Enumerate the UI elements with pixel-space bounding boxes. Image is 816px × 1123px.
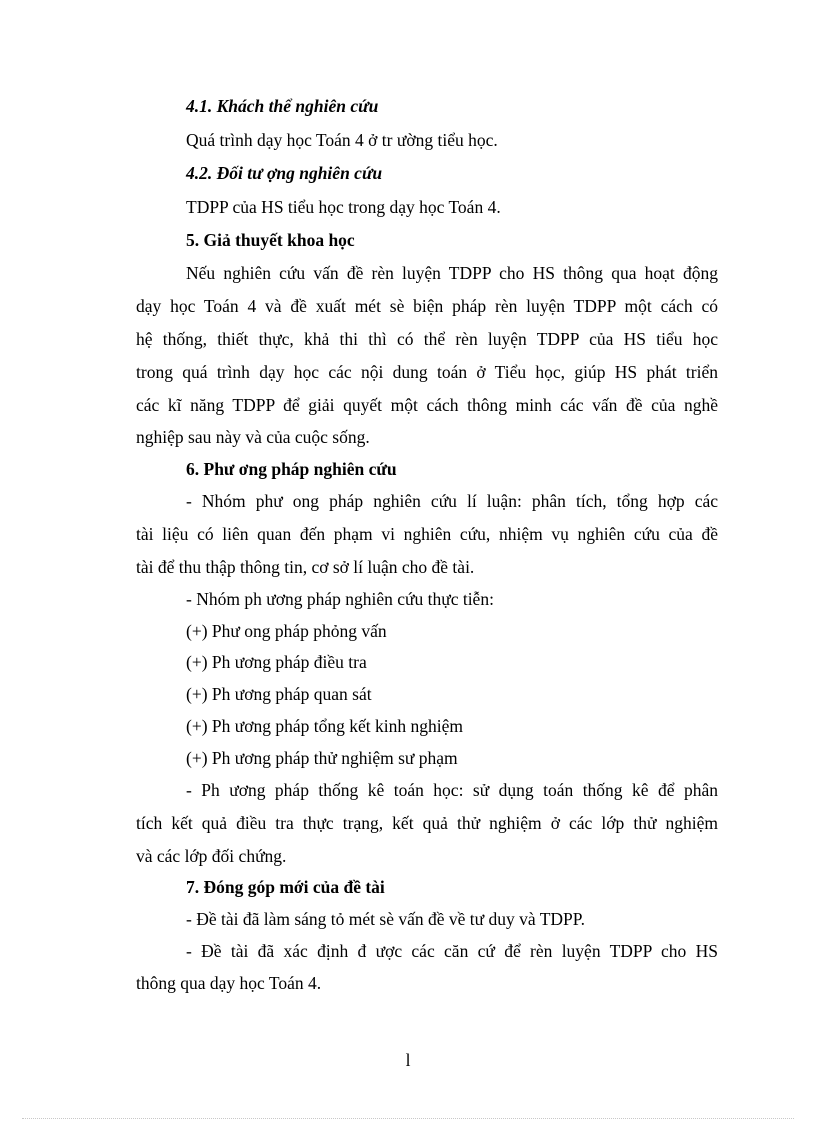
paragraph-line: dạy học Toán 4 và đề xuất mét sè biện pháp rèn luyện TDPP một cách có (136, 296, 718, 316)
section-heading-5: 5. Giả thuyết khoa học (186, 230, 355, 250)
paragraph-line: - Đề tài đã làm sáng tỏ mét sè vấn đề về tư duy và TDPP. (186, 909, 585, 929)
paragraph-line: - Ph ương pháp thống kê toán học: sử dụng toán thống kê để phân (186, 780, 718, 800)
section-heading-4-1: 4.1. Khách thể nghiên cứu (186, 96, 379, 116)
paragraph-line: Nếu nghiên cứu vấn đề rèn luyện TDPP cho HS thông qua hoạt động (186, 263, 718, 283)
list-item: (+) Ph ương pháp thử nghiệm sư phạm (186, 748, 458, 768)
paragraph-4-1: Quá trình dạy học Toán 4 ở tr ường tiểu học. (186, 130, 498, 150)
paragraph-line: tích kết quả điều tra thực trạng, kết quả thử nghiệm ở các lớp thử nghiệm (136, 813, 718, 833)
paragraph-line: - Nhóm phư ong pháp nghiên cứu lí luận: phân tích, tổng hợp các (186, 491, 718, 511)
paragraph-4-2: TDPP của HS tiểu học trong dạy học Toán 4. (186, 197, 501, 217)
paragraph-line: và các lớp đối chứng. (136, 846, 287, 866)
paragraph-line: hệ thống, thiết thực, khả thi thì có thể rèn luyện TDPP của HS tiểu học (136, 329, 718, 349)
list-item: (+) Ph ương pháp tổng kết kinh nghiệm (186, 716, 463, 736)
paragraph-line: tài liệu có liên quan đến phạm vi nghiên cứu, nhiệm vụ nghiên cứu của đề (136, 524, 718, 544)
list-item: (+) Ph ương pháp quan sát (186, 684, 372, 704)
page-number: l (405, 1050, 411, 1070)
section-heading-7: 7. Đóng góp mới của đề tài (186, 877, 385, 897)
paragraph-line: nghiệp sau này và của cuộc sống. (136, 427, 370, 447)
list-item: (+) Phư ong pháp phỏng vấn (186, 621, 387, 641)
list-item: (+) Ph ương pháp điều tra (186, 652, 367, 672)
section-heading-6: 6. Phư ơng pháp nghiên cứu (186, 459, 397, 479)
paragraph-line: trong quá trình dạy học các nội dung toán ở Tiểu học, giúp HS phát triển (136, 362, 718, 382)
paragraph-line: các kĩ năng TDPP để giải quyết một cách thông minh các vấn đề của nghề (136, 395, 718, 415)
paragraph-line: - Nhóm ph ương pháp nghiên cứu thực tiễn: (186, 589, 494, 609)
section-heading-4-2: 4.2. Đối tư ợng nghiên cứu (186, 163, 383, 183)
paragraph-line: thông qua dạy học Toán 4. (136, 973, 322, 993)
paragraph-line: - Đề tài đã xác định đ ược các căn cứ để rèn luyện TDPP cho HS (186, 941, 718, 961)
footer-dotted-rule (22, 1118, 794, 1119)
paragraph-line: tài để thu thập thông tin, cơ sở lí luận cho đề tài. (136, 557, 475, 577)
